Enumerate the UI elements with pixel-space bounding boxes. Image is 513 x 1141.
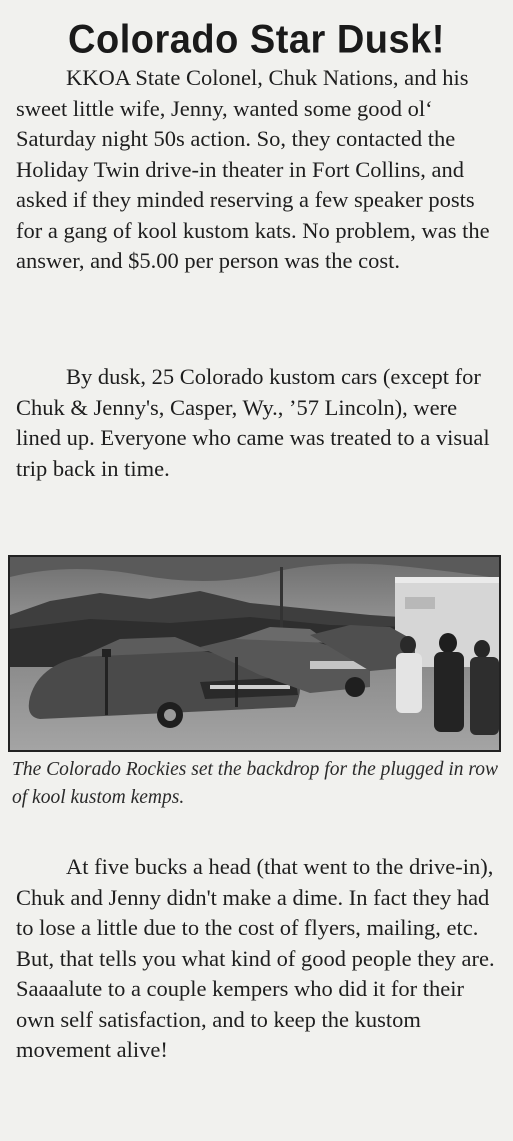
article-paragraph-2: By dusk, 25 Colorado kustom cars (except for Chuk & Jenny's, Casper, Wy., ’57 Lincoln), were lined up. Everyone who came was treated to a visual trip back in time. bbox=[16, 364, 490, 481]
drive-in-photo bbox=[8, 555, 501, 752]
drive-in-photo-image bbox=[10, 557, 499, 750]
headline: Colorado Star Dusk! bbox=[68, 17, 445, 63]
photo-caption: The Colorado Rockies set the backdrop for the plugged in row of kool kustom kemps. bbox=[12, 759, 498, 808]
article-paragraph-1: KKOA State Colonel, Chuk Nations, and his sweet little wife, Jenny, wanted some good ol‘ Saturday night 50s action. So, they contacted the Holiday Twin drive-in theater in Fort Collins, and asked if they minded reserving a few speaker posts for a gang of kool kustom kats. No problem, was the answer, and $5.00 per person was the cost. bbox=[16, 65, 490, 273]
article-paragraph-3: At five bucks a head (that went to the drive-in), Chuk and Jenny didn't make a dime. In fact they had to lose a little due to the cost of flyers, mailing, etc. But, that tells you what kind of good people they are. Saaaalute to a couple kempers who did it for their own self satisfaction, and to keep the kustom movement alive! bbox=[16, 854, 495, 1062]
